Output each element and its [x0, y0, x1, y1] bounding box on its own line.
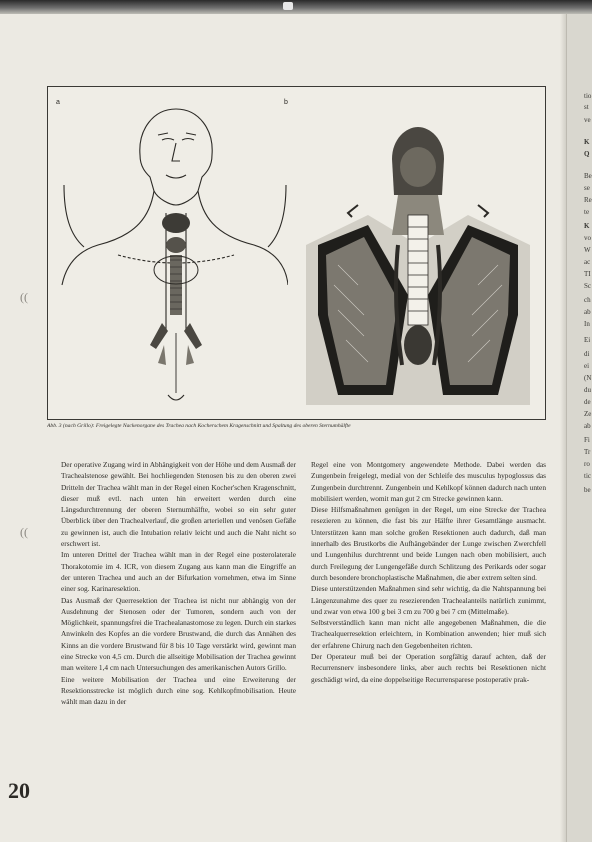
- adjacent-page-fragment: ch: [584, 296, 591, 304]
- adjacent-page-fragment: W: [584, 246, 591, 254]
- adjacent-page-fragment: ac: [584, 258, 591, 266]
- adjacent-page-fragment: ei: [584, 362, 590, 370]
- adjacent-page-fragment: (N: [584, 374, 592, 382]
- page-number: 20: [8, 778, 30, 803]
- figure-caption: Abb. 3 (nach Grillo): Freigelegte Nackenorgane des Trachea nach Kocherschem Kragenschnitt und Spaltung des oberen Sternumhälfte: [47, 423, 351, 429]
- adjacent-page-fragment: TI: [584, 270, 591, 278]
- adjacent-page-fragment: Be: [584, 172, 592, 180]
- adjacent-page-fragment: be: [584, 486, 591, 494]
- adjacent-page-fragment: K: [584, 222, 590, 230]
- adjacent-page-fragment: Re: [584, 196, 592, 204]
- paragraph: Im unteren Drittel der Trachea wählt man in der Regel eine posterolaterale Thorakotomie im 4. ICR, von diesem Zugang aus kann man die Eingriffe an der unteren Trachea und auch an der Bifurkation vornehmen, etwa im Sinne einer sog. Karinaresektion.: [61, 550, 296, 594]
- adjacent-page-fragment: In: [584, 320, 590, 328]
- illustration-figure: [47, 86, 546, 420]
- adjacent-page-fragment: Q: [584, 150, 590, 158]
- adjacent-page-fragment: ab: [584, 308, 591, 316]
- adjacent-page-fragment: st: [584, 103, 589, 111]
- paragraph: Das Ausmaß der Querresektion der Trachea ist nicht nur abhängig von der Ausdehnung der Stenosen oder der Tumoren, sondern auch von der Möglichkeit, spannungsfrei die Trachealanastomose zu legen. Durch ein starkes Anwinkeln des Kopfes an die vordere Brustwand, die durch das Annähen des Kinns an die vordere Brustwand für 8 bis 10 Tage verstärkt wird, gewinnt man eine Strecke von 4,5 cm. Durch die allseitige Mobilisation der Trachea gewinnt man weitere 1,4 cm nach Untersuchungen des amerikanischen Autors Grillo.: [61, 595, 296, 673]
- adjacent-page-fragment: ab: [584, 422, 591, 430]
- paragraph: Der operative Zugang wird in Abhängigkeit von der Höhe und dem Ausmaß der Trachealstenose gewählt. Bei hochliegenden Stenosen bis zu den oberen zwei Dritteln der Trachea wählt man in der Regel einen Kocher'schen Kragenschnitt, dieser muß evtl. nach unten hin erweitert werden durch eine Längsdurchtrennung der oberen Sternumhälfte, wobei so ein sehr guter Überblick über den Trachealverlauf, die großen arteriellen und venösen Gefäße zu gewinnen ist, auch die Intubation relativ leicht und auch die Naht nicht so erschwert ist.: [61, 460, 296, 549]
- page-top-shadow: [0, 0, 592, 14]
- paragraph: Eine weitere Mobilisation der Trachea und eine Erweiterung der Resektionsstrecke ist möglich durch eine sog. Kehlkopfmobilisation. Heute wählt man dazu in der: [61, 674, 296, 707]
- right-text-column: [311, 459, 546, 685]
- paragraph: Regel eine von Montgomery angewendete Methode. Dabei werden das Zungenbein freigelegt, medial von der Schleife des musculus hypoglossus das Zungenbein durchtrennt. Zungenbein und Kehlkopf können dadurch nach unten mobilisiert werden, womit man gut 2 cm Strecke gewinnen kann.: [311, 460, 546, 503]
- adjacent-page-fragment: tic: [584, 472, 591, 480]
- paragraph: Der Operateur muß bei der Operation sorgfältig darauf achten, daß der Recurrensnerv insbesondere links, aber auch rechts bei Resektionen nicht geschädigt wird, da eine doppelseitige Recurrensparese postoperativ prak-: [311, 652, 546, 684]
- surgical-view-drawing: [298, 95, 538, 415]
- paragraph: Selbstverständlich kann man nicht alle angegebenen Maßnahmen, die die Trachealquerresektion erleichtern, in Kombination anwenden; hier muß sich der erfahrene Chirurg nach den Gegebenheiten richten.: [311, 618, 546, 650]
- adjacent-page-fragment: di: [584, 350, 590, 358]
- left-text-column: [61, 459, 296, 708]
- adjacent-page-fragment: tio: [584, 92, 592, 100]
- adjacent-page-fragment: Fi: [584, 436, 590, 444]
- paragraph: Diese unterstützenden Maßnahmen sind sehr wichtig, da die Nahtspannung bei Längenzunahme des quer zu resezierenden Trachealanteils natürlich zunimmt, und zwar von etwa 100 g bei 3 cm zu 700 g bei 7 cm (Mittelmaße).: [311, 584, 546, 616]
- adjacent-page-fragment: Ze: [584, 410, 592, 418]
- neck-anatomy-drawing: [58, 95, 288, 415]
- paragraph: Diese Hilfsmaßnahmen genügen in der Regel, um eine Strecke der Trachea resezieren zu können, die fast bis zur Hälfte ihrer Gesamtlänge ausmacht. Unterstützen kann man solche großen Resektionen auch dadurch, daß man innerhalb des Brustkorbs die Aufhängebänder der Lunge zwischen Zwerchfell und Lungenhilus durchtrennt und beide Lungen nach oben mobilisiert, auch durch Freilegung der Lungengefäße durch Schlitzung des Perikards oder sogar durch besondere bronchoplastische Maßnahmen, die aber extrem selten sind.: [311, 505, 546, 582]
- adjacent-page-fragment: vo: [584, 234, 591, 242]
- adjacent-page-fragment: Tr: [584, 448, 591, 456]
- adjacent-page-fragment: du: [584, 386, 591, 394]
- adjacent-page-fragment: de: [584, 398, 591, 406]
- binding-notch: [283, 2, 293, 10]
- adjacent-page-fragment: se: [584, 184, 590, 192]
- margin-mark: ((: [20, 525, 28, 539]
- adjacent-page-fragment: ro: [584, 460, 590, 468]
- adjacent-page-fragment: te: [584, 208, 590, 216]
- adjacent-page-fragment: Ei: [584, 336, 591, 344]
- panel-label-a: a: [56, 99, 60, 106]
- adjacent-page-fragment: K: [584, 138, 590, 146]
- margin-mark: ((: [20, 290, 28, 304]
- adjacent-page-fragment: ve: [584, 116, 591, 124]
- adjacent-page-fragment: Sc: [584, 282, 591, 290]
- panel-label-b: b: [284, 99, 288, 106]
